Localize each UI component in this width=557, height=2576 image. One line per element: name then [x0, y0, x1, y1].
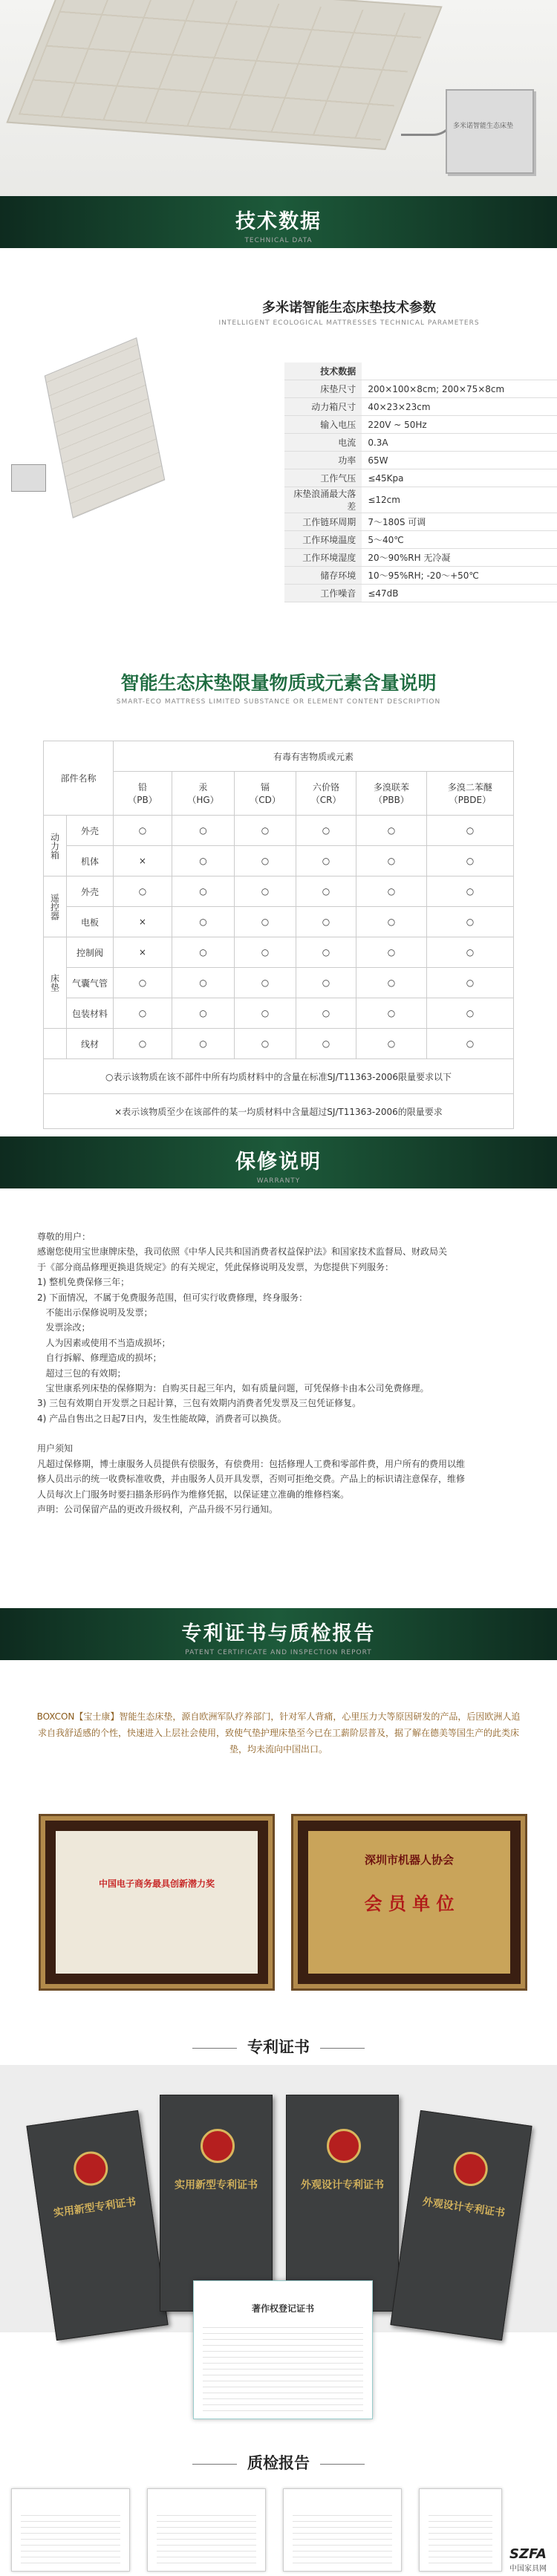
warranty-line: 3) 三包有效期自开发票之日起计算，三包有效期内消费者凭发票及三包凭证修复。 — [37, 1398, 362, 1409]
substance-mark: ○ — [114, 876, 172, 907]
substance-mark: ○ — [114, 998, 172, 1029]
substance-mark: ○ — [296, 998, 356, 1029]
award-plaque — [41, 1816, 273, 1988]
part-name: 外壳 — [67, 816, 114, 846]
substance-mark: ○ — [172, 907, 234, 937]
spec-value: 200×100×8cm; 200×75×8cm — [362, 380, 557, 398]
spec-key: 工作环境湿度 — [284, 549, 362, 567]
group-name: 动力箱 — [44, 816, 67, 876]
substance-mark: ○ — [356, 846, 427, 876]
tech-banner-subtitle: TECHNICAL DATA — [244, 237, 313, 244]
warranty-line: 凡超过保修期，博士康服务人员提供有偿服务，有偿费用：包括修理人工费和零部件费，用户所有的费用以维 — [37, 1458, 466, 1469]
spec-value: 5～40℃ — [362, 531, 557, 549]
substance-subtitle: SMART-ECO MATTRESS LIMITED SUBSTANCE OR ELEMENT CONTENT DESCRIPTION — [116, 698, 441, 706]
warranty-line: 1) 整机免费保修三年； — [37, 1277, 130, 1288]
spec-key: 电流 — [284, 434, 362, 452]
substance-row — [44, 816, 514, 846]
substance-mark: ○ — [426, 876, 513, 907]
membership-plaque-title: 深圳市机器人协会 — [364, 1853, 454, 1867]
power-box-label: 多米诺智能生态床垫 — [453, 123, 514, 130]
power-box-image — [446, 89, 534, 174]
part-name: 包装材料 — [67, 998, 114, 1029]
inspection-report-2 — [147, 2488, 266, 2572]
logo-text: SZFA — [509, 2546, 547, 2562]
hero-image — [0, 0, 557, 201]
warranty-line: 不能出示保修说明及发票； — [37, 1307, 153, 1318]
warranty-line: 4) 产品自售出之日起7日内，发生性能故障，消费者可以换货。 — [37, 1413, 287, 1424]
substance-mark: ○ — [296, 907, 356, 937]
substance-mark: ○ — [356, 816, 427, 846]
patent-banner-title: 专利证书与质检报告 — [181, 1622, 376, 1645]
warranty-line: 声明：公司保留产品的更改升级权利，产品升级不另行通知。 — [37, 1503, 278, 1515]
substance-row — [44, 876, 514, 907]
patent-book-4: 外观设计专利证书 — [390, 2110, 532, 2341]
warranty-line: 2) 下面情况，不属于免费服务范围，但可实行收费修理，终身服务： — [37, 1292, 308, 1303]
spec-key: 工作链环周期 — [284, 513, 362, 531]
substance-column: 镉 （CD） — [235, 772, 296, 816]
group-name: 床垫 — [44, 937, 67, 1029]
spec-key: 床垫浪涌最大落差 — [284, 487, 362, 513]
substance-mark: ○ — [426, 816, 513, 846]
spec-value: 40×23×23cm — [362, 398, 557, 416]
cert-heading — [0, 2035, 557, 2058]
spec-value: 10～95%RH; -20～+50℃ — [362, 567, 557, 585]
part-name: 气囊气管 — [67, 968, 114, 998]
warranty-banner-title: 保修说明 — [235, 1151, 322, 1174]
warranty-line: 人为因素或使用不当造成损坏； — [37, 1337, 171, 1348]
spec-row — [284, 398, 557, 416]
substance-note2: ×表示该物质至少在该部件的某一均质材料中含量超过SJ/T11363-2006的限量要求 — [44, 1094, 514, 1129]
spec-row — [284, 416, 557, 434]
part-name: 线材 — [67, 1029, 114, 1059]
part-name: 外壳 — [67, 876, 114, 907]
warranty-banner — [0, 1136, 557, 1188]
part-name: 电板 — [67, 907, 114, 937]
spec-row — [284, 452, 557, 469]
spec-key: 动力箱尺寸 — [284, 398, 362, 416]
group-header: 有毒有害物质或元素 — [114, 741, 514, 772]
cert-heading-text: 专利证书 — [247, 2038, 310, 2056]
warranty-line: 人员每次上门服务时要扫描条形码作为维修凭据，以保证建立准确的维修档案。 — [37, 1489, 350, 1500]
patent-intro: BOXCON【宝士康】智能生态床垫，源自欧洲军队疗养部门，针对军人背痛，心里压力大等原因研发的产品，后因欧洲人追求自我舒适感的个性，快速进入上层社会使用，致使气垫护理床垫至今已在工薪阶层普及，据了解在德美等国生产的此类床垫，均未流向中国出口。 — [36, 1711, 521, 1754]
substance-mark: ○ — [172, 968, 234, 998]
substance-table — [43, 741, 514, 1129]
spec-row — [284, 531, 557, 549]
tech-heading-subtitle: INTELLIGENT ECOLOGICAL MATTRESSES TECHNICAL PARAMETERS — [218, 319, 480, 327]
spec-value: 20～90%RH 无冷凝 — [362, 549, 557, 567]
substance-mark: ○ — [296, 1029, 356, 1059]
spec-row — [284, 513, 557, 531]
substance-mark: ○ — [172, 846, 234, 876]
spec-value: ≤12cm — [362, 487, 557, 513]
substance-column: 铅 （PB） — [114, 772, 172, 816]
spec-value: 7～180S 可调 — [362, 513, 557, 531]
award-plaque-title: 中国电子商务最具创新潜力奖 — [98, 1879, 215, 1889]
substance-mark: ○ — [235, 998, 296, 1029]
warranty-banner-subtitle: WARRANTY — [256, 1177, 301, 1185]
spec-row — [284, 549, 557, 567]
spec-table — [284, 362, 557, 602]
substance-mark: ○ — [426, 968, 513, 998]
inspection-report-3 — [283, 2488, 402, 2572]
substance-mark: × — [114, 907, 172, 937]
substance-mark: ○ — [172, 998, 234, 1029]
tech-banner — [0, 196, 557, 248]
mattress-image — [6, 0, 442, 150]
group-name: 遥控器 — [44, 876, 67, 937]
copyright-certificate-title: 著作权登记证书 — [251, 2303, 314, 2314]
power-box-thumbnail — [11, 464, 46, 492]
substance-column: 多溴二苯醚 （PBDE） — [426, 772, 513, 816]
patent-banner-subtitle: PATENT CERTIFICATE AND INSPECTION REPORT — [185, 1649, 372, 1656]
tech-banner-title: 技术数据 — [235, 210, 322, 233]
warranty-line: 用户须知 — [37, 1443, 74, 1454]
substance-mark: ○ — [235, 846, 296, 876]
tech-heading — [0, 297, 557, 327]
patent-book-3: 外观设计专利证书 — [286, 2095, 399, 2312]
warranty-text — [37, 1229, 520, 1517]
warranty-line: 自行拆解、修理造成的损坏； — [37, 1353, 162, 1364]
spec-key: 工作噪音 — [284, 585, 362, 602]
substance-mark: ○ — [235, 816, 296, 846]
group-name — [44, 1029, 67, 1059]
spec-value: ≤47dB — [362, 585, 557, 602]
part-name: 控制阀 — [67, 937, 114, 968]
substance-row — [44, 907, 514, 937]
substance-row — [44, 846, 514, 876]
substance-mark: ○ — [235, 937, 296, 968]
spec-value: ≤45Kpa — [362, 469, 557, 487]
substance-row — [44, 937, 514, 968]
spec-value: 65W — [362, 452, 557, 469]
site-logo — [502, 2546, 554, 2573]
patent-book-2: 实用新型专利证书 — [160, 2095, 273, 2312]
substance-mark: ○ — [172, 816, 234, 846]
membership-plaque-sub: 会 员 单 位 — [364, 1893, 455, 1914]
patent-book-1: 实用新型专利证书 — [26, 2110, 168, 2341]
substance-mark: ○ — [356, 876, 427, 907]
substance-mark: ○ — [296, 876, 356, 907]
substance-row — [44, 998, 514, 1029]
substance-mark: ○ — [235, 1029, 296, 1059]
substance-mark: ○ — [356, 937, 427, 968]
mattress-thumbnail — [45, 337, 165, 518]
spec-key: 工作环境温度 — [284, 531, 362, 549]
spec-key: 输入电压 — [284, 416, 362, 434]
reports-heading-text: 质检报告 — [247, 2454, 310, 2472]
substance-mark: ○ — [114, 968, 172, 998]
reports-heading — [0, 2451, 557, 2473]
substance-mark: ○ — [426, 998, 513, 1029]
substance-row — [44, 968, 514, 998]
spec-key: 床垫尺寸 — [284, 380, 362, 398]
warranty-line: 宝世康系列床垫的保修期为：自购买日起三年内，如有质量问题，可凭保修卡由本公司免费修理。 — [37, 1383, 429, 1394]
substance-mark: ○ — [235, 876, 296, 907]
substance-mark: ○ — [356, 907, 427, 937]
spec-row — [284, 469, 557, 487]
spec-table-title: 技术数据 — [284, 362, 362, 380]
warranty-line: 于《部分商品修理更换退货规定》的有关规定，凭此保修说明及发票，为您提供下列服务： — [37, 1261, 394, 1272]
substance-column: 多溴联苯 （PBB） — [356, 772, 427, 816]
substance-column: 汞 （HG） — [172, 772, 234, 816]
substance-mark: ○ — [356, 1029, 427, 1059]
warranty-line: 感谢您使用宝世康牌床垫，我司依照《中华人民共和国消费者权益保护法》和国家技术监督局、财政局关 — [37, 1246, 448, 1258]
warranty-line: 发票涂改； — [37, 1322, 91, 1333]
inspection-report-4 — [419, 2488, 502, 2572]
substance-column: 六价铬 （CR） — [296, 772, 356, 816]
tech-heading-title: 多米诺智能生态床垫技术参数 — [262, 300, 436, 316]
substance-mark: ○ — [356, 998, 427, 1029]
substance-mark: × — [114, 846, 172, 876]
logo-subtitle: 中国家具网 — [509, 2565, 547, 2573]
warranty-line: 超过三包的有效期； — [37, 1367, 126, 1379]
substance-mark: ○ — [296, 816, 356, 846]
substance-mark: ○ — [172, 1029, 234, 1059]
substance-mark: × — [114, 937, 172, 968]
substance-mark: ○ — [235, 907, 296, 937]
copyright-certificate — [193, 2280, 373, 2419]
substance-mark: ○ — [172, 937, 234, 968]
warranty-line: 修人员出示的统一收费标准收费，并由服务人员开具发票，否则可拒绝交费。产品上的标识请注意保存，维修 — [37, 1474, 466, 1485]
substance-title: 智能生态床垫限量物质或元素含量说明 — [120, 672, 437, 694]
substance-row — [44, 1029, 514, 1059]
inspection-report-1 — [11, 2488, 130, 2572]
patent-banner — [0, 1608, 557, 1660]
substance-mark: ○ — [426, 937, 513, 968]
substance-mark: ○ — [114, 1029, 172, 1059]
warranty-line — [37, 1426, 520, 1441]
substance-note1: ○表示该物质在该不部件中所有均质材料中的含量在标准SJ/T11363-2006限量要求以下 — [44, 1059, 514, 1094]
part-header: 部件名称 — [44, 741, 114, 816]
part-name: 机体 — [67, 846, 114, 876]
spec-key: 工作气压 — [284, 469, 362, 487]
warranty-line: 尊敬的用户： — [37, 1232, 91, 1242]
spec-row — [284, 380, 557, 398]
substance-mark: ○ — [235, 968, 296, 998]
substance-mark: ○ — [296, 937, 356, 968]
substance-mark: ○ — [426, 1029, 513, 1059]
substance-mark: ○ — [426, 907, 513, 937]
membership-plaque — [293, 1816, 525, 1988]
spec-row — [284, 434, 557, 452]
substance-mark: ○ — [172, 876, 234, 907]
spec-row — [284, 567, 557, 585]
substance-mark: ○ — [296, 968, 356, 998]
spec-value: 220V ~ 50Hz — [362, 416, 557, 434]
substance-mark: ○ — [114, 816, 172, 846]
spec-key: 储存环境 — [284, 567, 362, 585]
substance-heading — [0, 669, 557, 706]
spec-value: 0.3A — [362, 434, 557, 452]
spec-row — [284, 487, 557, 513]
spec-row — [284, 585, 557, 602]
substance-mark: ○ — [426, 846, 513, 876]
spec-key: 功率 — [284, 452, 362, 469]
substance-mark: ○ — [356, 968, 427, 998]
substance-mark: ○ — [296, 846, 356, 876]
